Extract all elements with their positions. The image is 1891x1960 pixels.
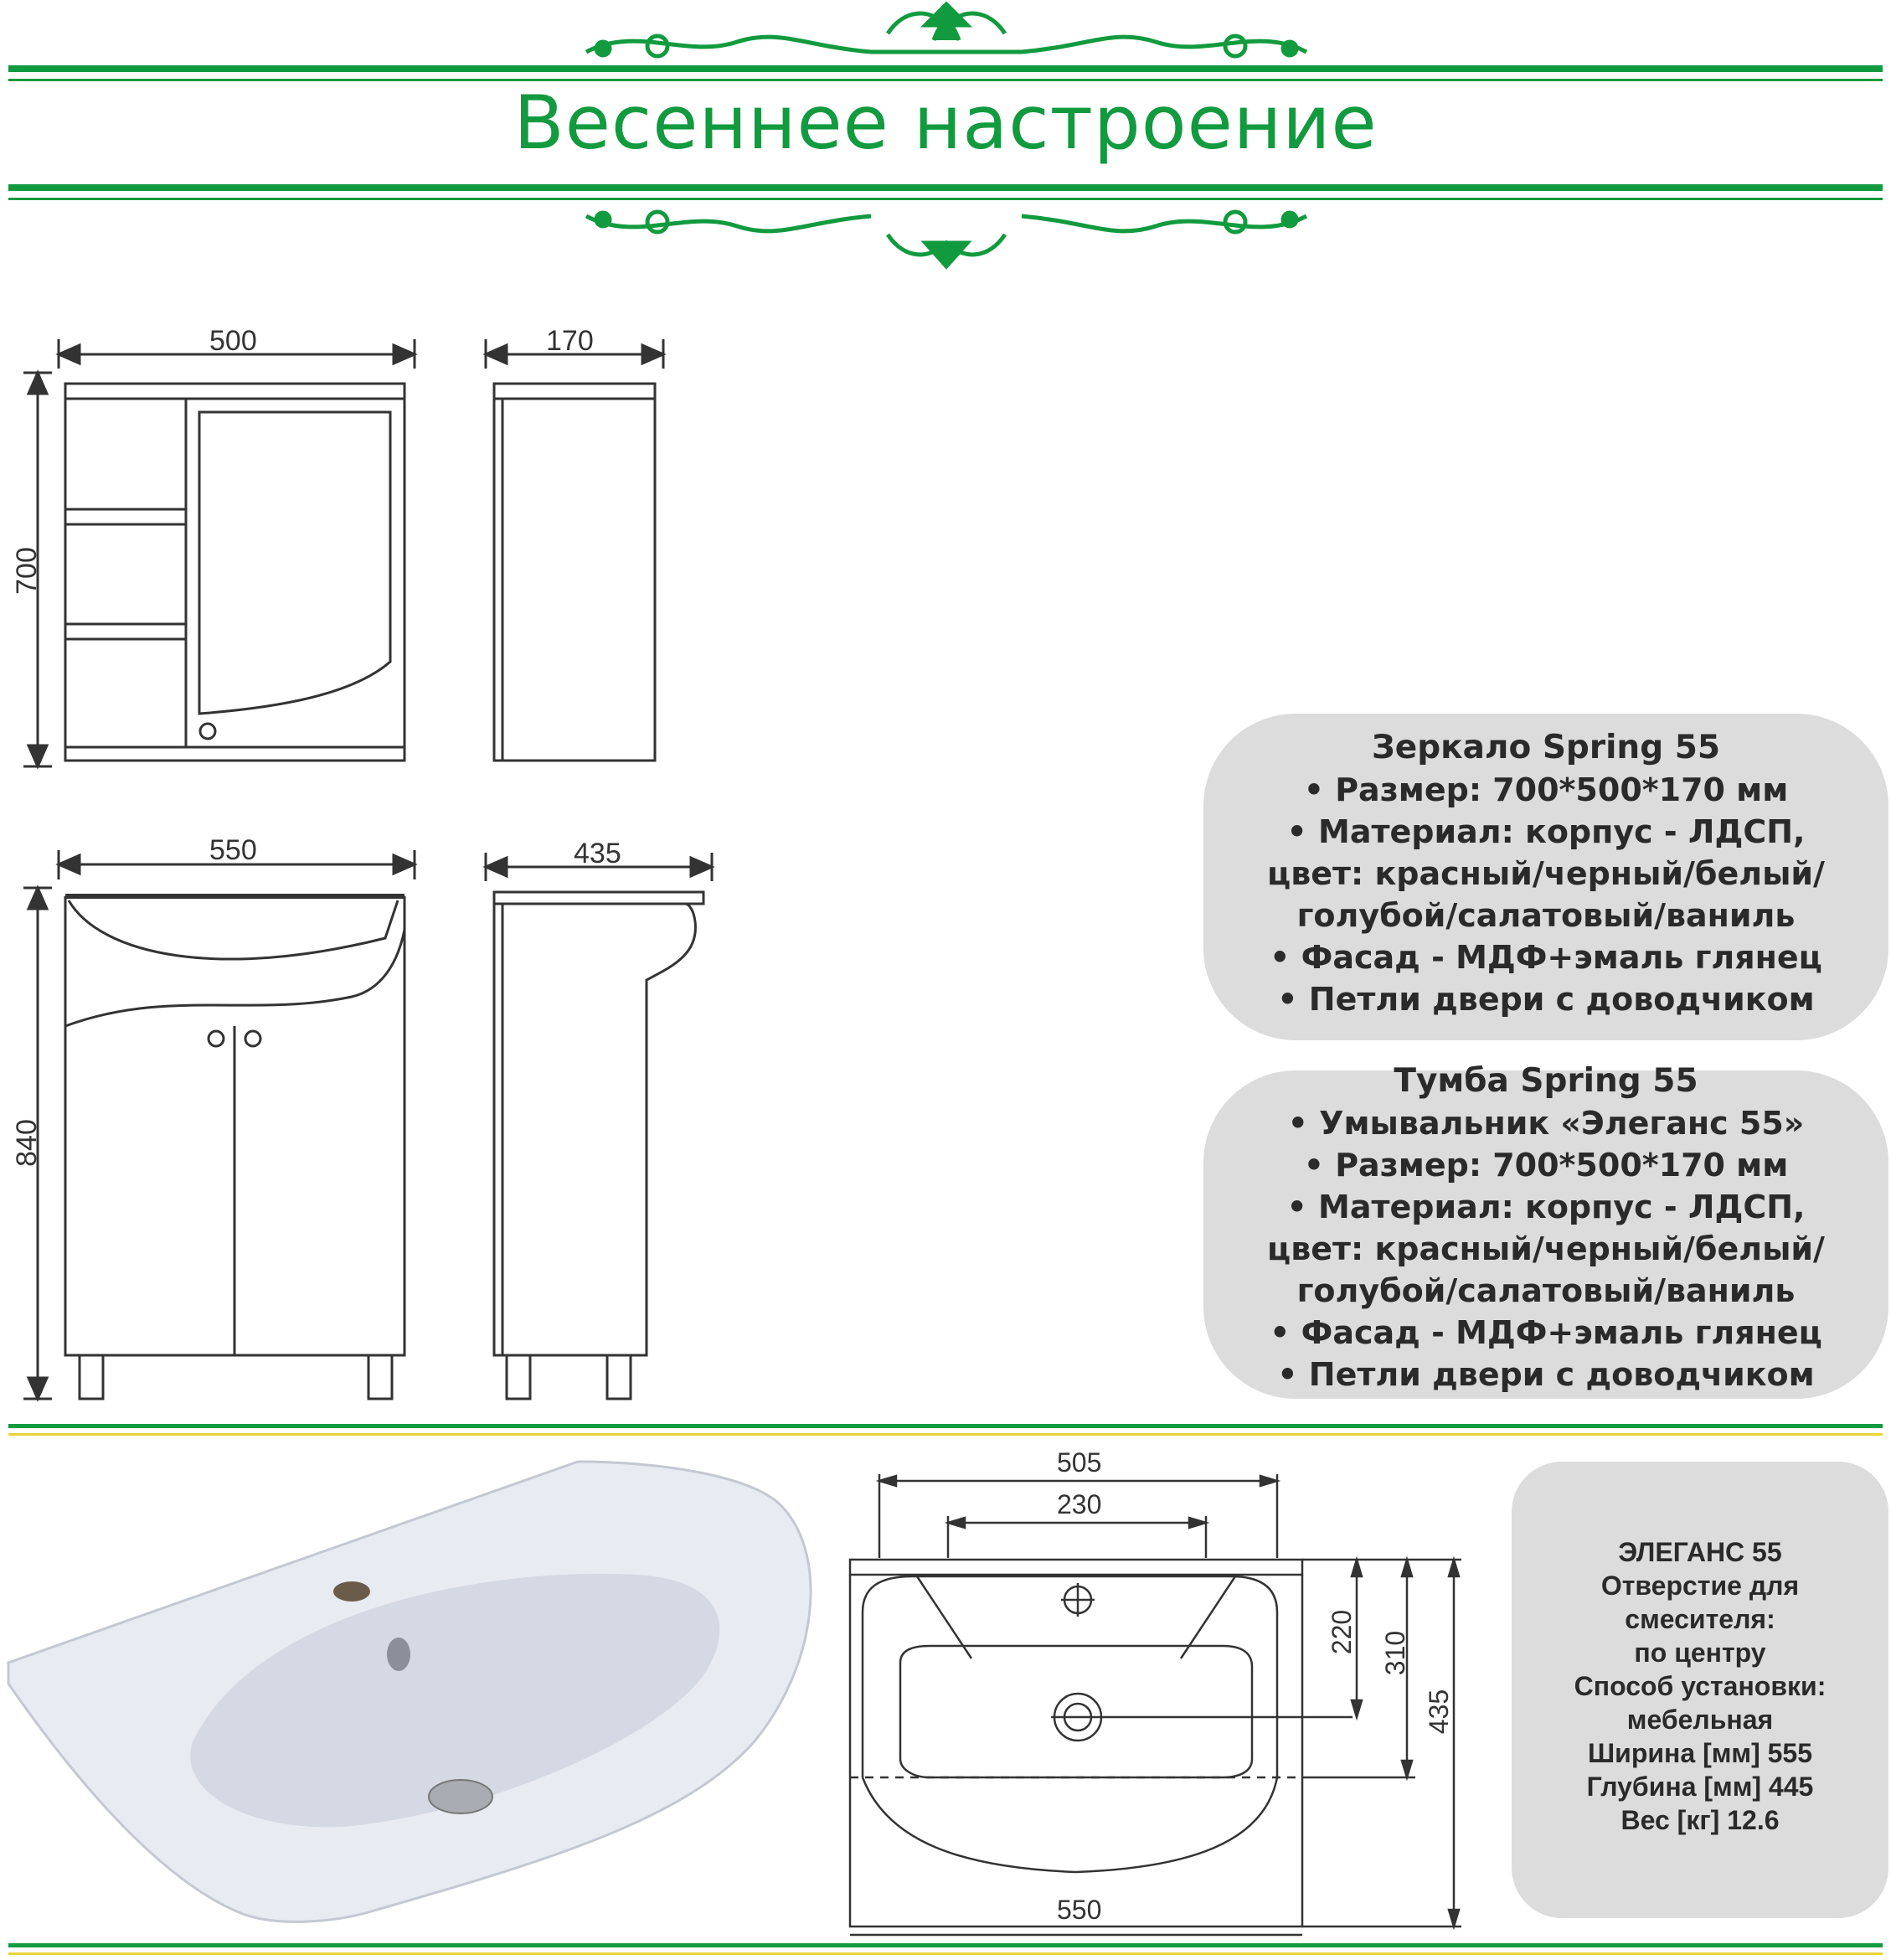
- mirror-line: цвет: красный/черный/белый/: [1267, 855, 1825, 892]
- mirror-front-drawing: [23, 339, 415, 766]
- cabinet-line: голубой/салатовый/ваниль: [1296, 1272, 1796, 1309]
- cabinet-line: • Петли двери с доводчиком: [1277, 1356, 1815, 1393]
- basin-bottom-width-label: 550: [1057, 1895, 1102, 1925]
- spec-line: Способ установки:: [1574, 1671, 1827, 1701]
- mirror-side-drawing: [486, 339, 663, 761]
- spec-line: Глубина [мм] 445: [1586, 1772, 1814, 1802]
- cabinet-line: • Материал: корпус - ЛДСП,: [1286, 1189, 1806, 1225]
- spec-line: по центру: [1634, 1638, 1766, 1668]
- spec-line: ЭЛЕГАНС 55: [1618, 1537, 1782, 1567]
- mirror-line: • Материал: корпус - ЛДСП,: [1286, 813, 1806, 850]
- spec-line: Ширина [мм] 555: [1588, 1738, 1812, 1768]
- cabinet-depth-label: 435: [574, 838, 621, 869]
- cabinet-line: • Размер: 700*500*170 мм: [1303, 1147, 1789, 1184]
- spec-line: мебельная: [1626, 1705, 1774, 1735]
- cabinet-line: • Фасад - МДФ+эмаль глянец: [1270, 1314, 1822, 1351]
- mirror-heading: Зеркало Spring 55: [1372, 729, 1720, 766]
- cabinet-side-drawing: [486, 853, 712, 1399]
- page-title: Весеннее настроение: [513, 80, 1378, 166]
- mirror-width-label: 500: [209, 325, 257, 357]
- cabinet-height-label: 840: [10, 1119, 43, 1167]
- spec-line: Отверстие для: [1600, 1571, 1800, 1601]
- top-ornament-icon: [586, 4, 1306, 56]
- cabinet-width-label: 550: [209, 834, 257, 866]
- basin-depth-220-label: 220: [1327, 1609, 1358, 1655]
- bottom-ornament-icon: [586, 212, 1306, 266]
- cabinet-heading: Тумба Spring 55: [1394, 1062, 1698, 1100]
- spec-line: Вес [кг] 12.6: [1620, 1805, 1780, 1835]
- basin-depth-310-label: 310: [1380, 1630, 1411, 1676]
- cabinet-info-panel: [1203, 1062, 1888, 1399]
- basin-photo: [8, 1462, 811, 1921]
- cabinet-line: цвет: красный/черный/белый/: [1267, 1230, 1825, 1267]
- basin-inner-width-label: 230: [1057, 1489, 1102, 1519]
- mirror-info-panel: [1203, 714, 1888, 1040]
- cabinet-front-drawing: [23, 850, 415, 1399]
- mirror-height-label: 700: [10, 547, 43, 595]
- mirror-line: • Размер: 700*500*170 мм: [1303, 771, 1789, 808]
- cabinet-line: • Умывальник «Элеганс 55»: [1287, 1105, 1805, 1142]
- mirror-depth-label: 170: [546, 325, 594, 357]
- basin-depth-435-label: 435: [1424, 1689, 1455, 1735]
- mirror-line: • Петли двери с доводчиком: [1277, 981, 1815, 1018]
- basin-spec-panel: [1512, 1462, 1888, 1918]
- basin-outer-width-label: 505: [1057, 1447, 1102, 1478]
- mirror-line: голубой/салатовый/ваниль: [1296, 897, 1796, 934]
- spec-line: смесителя:: [1625, 1604, 1775, 1634]
- basin-drawing: [850, 1474, 1461, 1935]
- mirror-line: • Фасад - МДФ+эмаль глянец: [1270, 939, 1822, 976]
